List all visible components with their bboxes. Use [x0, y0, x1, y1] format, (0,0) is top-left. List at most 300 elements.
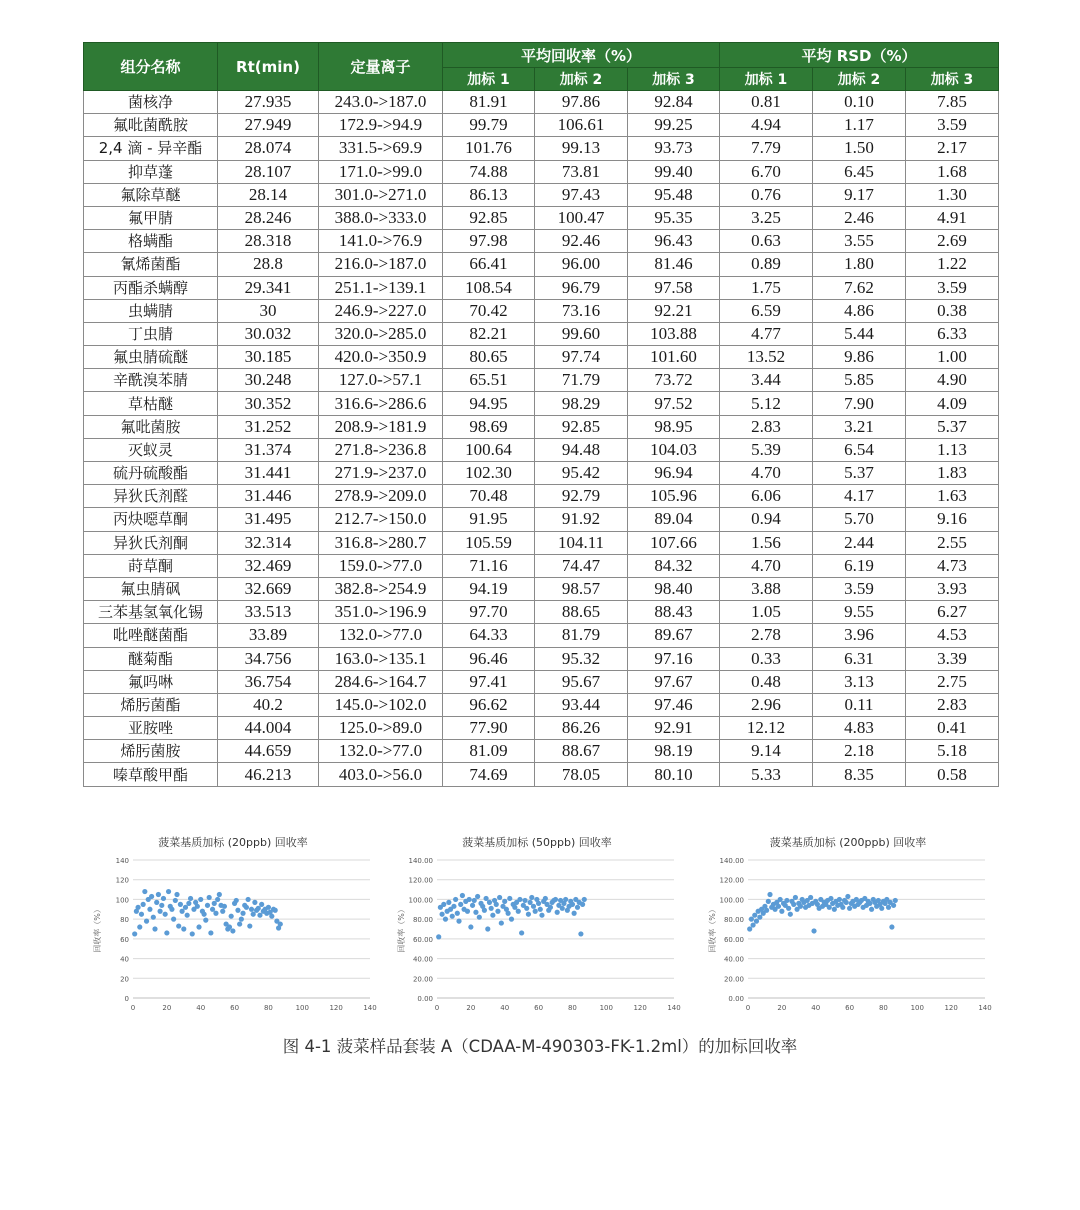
- data-point: [467, 897, 472, 902]
- table-cell: 2.69: [906, 230, 999, 253]
- data-point: [555, 910, 560, 915]
- table-cell: 2.83: [906, 693, 999, 716]
- table-cell: 99.79: [443, 114, 535, 137]
- table-cell: 28.107: [218, 160, 319, 183]
- data-point: [181, 926, 186, 931]
- data-point: [229, 914, 234, 919]
- data-point: [164, 930, 169, 935]
- table-cell: 1.63: [906, 485, 999, 508]
- data-point: [269, 914, 274, 919]
- data-point: [786, 906, 791, 911]
- table-cell: 99.40: [628, 160, 720, 183]
- data-point: [512, 905, 517, 910]
- data-point: [178, 902, 183, 907]
- table-cell: 6.19: [813, 554, 906, 577]
- table-cell: 6.31: [813, 647, 906, 670]
- table-cell: 6.45: [813, 160, 906, 183]
- table-cell: 106.61: [535, 114, 628, 137]
- table-cell: 28.246: [218, 206, 319, 229]
- table-cell: 97.46: [628, 693, 720, 716]
- table-row: [84, 554, 999, 577]
- data-point: [517, 897, 522, 902]
- data-point: [509, 917, 514, 922]
- data-point: [879, 906, 884, 911]
- table-cell: 70.48: [443, 485, 535, 508]
- table-cell: 5.18: [906, 740, 999, 763]
- header-rsd-spike-1: 加标 1: [720, 68, 813, 91]
- table-cell: 8.35: [813, 763, 906, 786]
- table-cell: 4.70: [720, 554, 813, 577]
- data-point: [483, 896, 488, 901]
- table-cell: 331.5->69.9: [319, 137, 443, 160]
- cell-component-name: 嗪草酸甲酯: [84, 763, 218, 786]
- table-cell: 32.669: [218, 577, 319, 600]
- data-point: [234, 898, 239, 903]
- y-tick-label: 120.00: [408, 876, 433, 885]
- data-point: [213, 911, 218, 916]
- data-point: [202, 912, 207, 917]
- data-point: [749, 917, 754, 922]
- data-point: [791, 902, 796, 907]
- data-point: [239, 917, 244, 922]
- data-point: [195, 904, 200, 909]
- x-tick-label: 20: [162, 1004, 172, 1012]
- data-point: [217, 892, 222, 897]
- y-tick-label: 120.00: [719, 876, 744, 885]
- data-point: [845, 894, 850, 899]
- table-cell: 31.446: [218, 485, 319, 508]
- x-tick-label: 80: [878, 1004, 888, 1012]
- table-cell: 28.14: [218, 183, 319, 206]
- y-tick-label: 100.00: [719, 896, 744, 905]
- table-cell: 97.41: [443, 670, 535, 693]
- data-point: [174, 892, 179, 897]
- table-cell: 246.9->227.0: [319, 299, 443, 322]
- cell-component-name: 虫螨腈: [84, 299, 218, 322]
- table-cell: 1.00: [906, 346, 999, 369]
- data-point: [497, 895, 502, 900]
- y-tick-label: 80.00: [412, 916, 433, 925]
- data-point: [137, 924, 142, 929]
- data-point: [212, 901, 217, 906]
- table-cell: 73.16: [535, 299, 628, 322]
- table-cell: 3.93: [906, 577, 999, 600]
- table-cell: 125.0->89.0: [319, 717, 443, 740]
- x-tick-label: 80: [263, 1004, 273, 1012]
- table-cell: 4.70: [720, 462, 813, 485]
- x-tick-label: 0: [434, 1004, 440, 1012]
- table-cell: 92.84: [628, 91, 720, 114]
- table-cell: 6.59: [720, 299, 813, 322]
- data-point: [867, 901, 872, 906]
- data-point: [159, 903, 164, 908]
- table-cell: 97.58: [628, 276, 720, 299]
- table-row: [84, 230, 999, 253]
- table-cell: 94.19: [443, 577, 535, 600]
- table-cell: 81.91: [443, 91, 535, 114]
- scatter-plot-50ppb: [392, 826, 682, 1016]
- table-cell: 66.41: [443, 253, 535, 276]
- table-cell: 78.05: [535, 763, 628, 786]
- table-cell: 2.44: [813, 531, 906, 554]
- data-point: [580, 902, 585, 907]
- table-cell: 2.83: [720, 415, 813, 438]
- table-cell: 98.40: [628, 577, 720, 600]
- table-cell: 33.89: [218, 624, 319, 647]
- data-point: [563, 897, 568, 902]
- table-cell: 4.17: [813, 485, 906, 508]
- data-point: [494, 902, 499, 907]
- table-cell: 81.79: [535, 624, 628, 647]
- table-cell: 1.50: [813, 137, 906, 160]
- data-point: [570, 902, 575, 907]
- table-cell: 36.754: [218, 670, 319, 693]
- table-cell: 3.59: [906, 114, 999, 137]
- table-cell: 9.14: [720, 740, 813, 763]
- data-point: [522, 898, 527, 903]
- data-point: [196, 924, 201, 929]
- data-point: [227, 924, 232, 929]
- table-row: [84, 160, 999, 183]
- table-cell: 4.77: [720, 322, 813, 345]
- table-cell: 100.47: [535, 206, 628, 229]
- figure-caption: 图 4-1 菠菜样品套装 A（CDAA-M-490303-FK-1.2ml）的加标回收率: [282, 1037, 798, 1056]
- data-point: [487, 900, 492, 905]
- y-tick-label: 40: [120, 955, 129, 964]
- data-point: [166, 889, 171, 894]
- table-cell: 1.17: [813, 114, 906, 137]
- table-cell: 94.95: [443, 392, 535, 415]
- data-point: [490, 913, 495, 918]
- data-point: [188, 896, 193, 901]
- data-point: [578, 931, 583, 936]
- table-row: [84, 462, 999, 485]
- data-point: [539, 913, 544, 918]
- data-point: [207, 895, 212, 900]
- x-tick-label: 20: [777, 1004, 787, 1012]
- cell-component-name: 硫丹硫酸酯: [84, 462, 218, 485]
- table-cell: 30.032: [218, 322, 319, 345]
- table-cell: 97.43: [535, 183, 628, 206]
- table-cell: 9.17: [813, 183, 906, 206]
- x-tick-label: 120: [944, 1004, 958, 1012]
- table-cell: 93.73: [628, 137, 720, 160]
- data-point: [538, 907, 543, 912]
- data-point: [533, 909, 538, 914]
- table-cell: 388.0->333.0: [319, 206, 443, 229]
- table-row: [84, 114, 999, 137]
- header-quant-ion: 定量离子: [319, 43, 443, 91]
- table-cell: 44.004: [218, 717, 319, 740]
- data-point: [147, 907, 152, 912]
- x-tick-label: 20: [466, 1004, 476, 1012]
- y-tick-label: 80.00: [723, 916, 744, 925]
- chart-title: 菠菜基质加标 (50ppb) 回收率: [462, 836, 612, 849]
- data-point: [889, 924, 894, 929]
- chart-20ppb: [88, 826, 378, 1016]
- data-point: [446, 900, 451, 905]
- table-cell: 172.9->94.9: [319, 114, 443, 137]
- data-point: [468, 924, 473, 929]
- table-cell: 3.44: [720, 369, 813, 392]
- table-cell: 81.09: [443, 740, 535, 763]
- table-row: [84, 624, 999, 647]
- table-cell: 101.76: [443, 137, 535, 160]
- data-point: [516, 909, 521, 914]
- table-cell: 1.05: [720, 601, 813, 624]
- y-tick-label: 80: [120, 916, 129, 925]
- table-cell: 91.92: [535, 508, 628, 531]
- cell-component-name: 三苯基氢氧化锡: [84, 601, 218, 624]
- table-cell: 102.30: [443, 462, 535, 485]
- table-cell: 127.0->57.1: [319, 369, 443, 392]
- table-cell: 3.96: [813, 624, 906, 647]
- table-cell: 3.55: [813, 230, 906, 253]
- table-cell: 0.48: [720, 670, 813, 693]
- table-cell: 1.22: [906, 253, 999, 276]
- table-cell: 31.495: [218, 508, 319, 531]
- table-cell: 2.18: [813, 740, 906, 763]
- data-point: [203, 918, 208, 923]
- data-point: [465, 909, 470, 914]
- data-point: [575, 905, 580, 910]
- data-point: [543, 896, 548, 901]
- data-point: [235, 908, 240, 913]
- data-point: [458, 902, 463, 907]
- table-cell: 3.21: [813, 415, 906, 438]
- data-point: [472, 898, 477, 903]
- data-point: [499, 920, 504, 925]
- table-cell: 251.1->139.1: [319, 276, 443, 299]
- table-cell: 1.83: [906, 462, 999, 485]
- y-tick-label: 120: [115, 876, 129, 885]
- data-point: [553, 897, 558, 902]
- chart-50ppb: [392, 826, 682, 1016]
- table-cell: 73.81: [535, 160, 628, 183]
- table-cell: 3.25: [720, 206, 813, 229]
- table-row: [84, 346, 999, 369]
- table-cell: 5.12: [720, 392, 813, 415]
- table-cell: 5.70: [813, 508, 906, 531]
- table-cell: 97.70: [443, 601, 535, 624]
- table-cell: 65.51: [443, 369, 535, 392]
- table-row: [84, 91, 999, 114]
- y-tick-label: 0.00: [417, 995, 433, 1003]
- x-tick-label: 120: [633, 1004, 647, 1012]
- table-cell: 7.90: [813, 392, 906, 415]
- table-cell: 103.88: [628, 322, 720, 345]
- table-cell: 29.341: [218, 276, 319, 299]
- table-cell: 71.79: [535, 369, 628, 392]
- data-point: [844, 900, 849, 905]
- table-cell: 88.65: [535, 601, 628, 624]
- table-cell: 88.67: [535, 740, 628, 763]
- table-cell: 145.0->102.0: [319, 693, 443, 716]
- table-cell: 98.69: [443, 415, 535, 438]
- cell-component-name: 醚菊酯: [84, 647, 218, 670]
- table-cell: 64.33: [443, 624, 535, 647]
- table-cell: 7.62: [813, 276, 906, 299]
- table-row: [84, 276, 999, 299]
- table-cell: 0.10: [813, 91, 906, 114]
- y-axis-label: 回收率（%）: [708, 905, 717, 953]
- data-point: [891, 903, 896, 908]
- table-cell: 6.33: [906, 322, 999, 345]
- x-tick-label: 40: [196, 1004, 206, 1012]
- table-cell: 4.53: [906, 624, 999, 647]
- table-row: [84, 670, 999, 693]
- table-cell: 2.78: [720, 624, 813, 647]
- data-point: [173, 898, 178, 903]
- table-cell: 1.30: [906, 183, 999, 206]
- y-tick-label: 100: [115, 896, 129, 905]
- cell-component-name: 辛酰溴苯腈: [84, 369, 218, 392]
- data-point: [489, 906, 494, 911]
- cell-component-name: 异狄氏剂酮: [84, 531, 218, 554]
- table-cell: 2.17: [906, 137, 999, 160]
- data-point: [482, 908, 487, 913]
- data-point: [132, 931, 137, 936]
- data-point: [142, 889, 147, 894]
- cell-component-name: 菌核净: [84, 91, 218, 114]
- table-cell: 107.66: [628, 531, 720, 554]
- table-cell: 9.16: [906, 508, 999, 531]
- table-row: [84, 322, 999, 345]
- table-cell: 1.68: [906, 160, 999, 183]
- table-cell: 73.72: [628, 369, 720, 392]
- table-cell: 3.59: [906, 276, 999, 299]
- table-cell: 27.949: [218, 114, 319, 137]
- table-row: [84, 763, 999, 786]
- table-row: [84, 137, 999, 160]
- table-cell: 301.0->271.0: [319, 183, 443, 206]
- table-cell: 316.8->280.7: [319, 531, 443, 554]
- data-point: [460, 893, 465, 898]
- table-cell: 97.67: [628, 670, 720, 693]
- table-row: [84, 717, 999, 740]
- table-cell: 97.98: [443, 230, 535, 253]
- data-point: [560, 906, 565, 911]
- table-cell: 31.441: [218, 462, 319, 485]
- table-cell: 31.374: [218, 438, 319, 461]
- y-tick-label: 60: [120, 935, 129, 944]
- data-point: [767, 892, 772, 897]
- data-point: [186, 901, 191, 906]
- data-point: [256, 906, 261, 911]
- data-point: [752, 913, 757, 918]
- cell-component-name: 氟吡菌胺: [84, 415, 218, 438]
- table-cell: 77.90: [443, 717, 535, 740]
- table-cell: 171.0->99.0: [319, 160, 443, 183]
- table-cell: 97.86: [535, 91, 628, 114]
- table-cell: 80.10: [628, 763, 720, 786]
- data-point: [455, 911, 460, 916]
- table-cell: 99.25: [628, 114, 720, 137]
- y-tick-label: 20.00: [412, 975, 433, 984]
- table-cell: 40.2: [218, 693, 319, 716]
- cell-component-name: 烯肟菌酯: [84, 693, 218, 716]
- data-point: [776, 904, 781, 909]
- data-point: [827, 905, 832, 910]
- table-cell: 89.67: [628, 624, 720, 647]
- cell-component-name: 异狄氏剂醛: [84, 485, 218, 508]
- table-cell: 104.11: [535, 531, 628, 554]
- data-point: [548, 905, 553, 910]
- table-cell: 108.54: [443, 276, 535, 299]
- table-cell: 6.54: [813, 438, 906, 461]
- x-tick-label: 140: [978, 1004, 992, 1012]
- x-tick-label: 40: [811, 1004, 821, 1012]
- data-point: [506, 911, 511, 916]
- data-point: [230, 928, 235, 933]
- data-point: [156, 892, 161, 897]
- table-cell: 94.48: [535, 438, 628, 461]
- table-cell: 105.96: [628, 485, 720, 508]
- data-point: [141, 902, 146, 907]
- header-avg-recovery: 平均回收率（%）: [443, 43, 720, 68]
- table-cell: 104.03: [628, 438, 720, 461]
- table-cell: 95.35: [628, 206, 720, 229]
- cell-component-name: 氟甲腈: [84, 206, 218, 229]
- data-point: [436, 934, 441, 939]
- table-cell: 27.935: [218, 91, 319, 114]
- table-cell: 2.55: [906, 531, 999, 554]
- table-cell: 74.47: [535, 554, 628, 577]
- y-tick-label: 60.00: [412, 935, 433, 944]
- table-cell: 7.85: [906, 91, 999, 114]
- y-tick-label: 20.00: [723, 975, 744, 984]
- y-tick-label: 40.00: [723, 955, 744, 964]
- table-cell: 97.16: [628, 647, 720, 670]
- header-recovery-spike-2: 加标 2: [535, 68, 628, 91]
- data-point: [161, 896, 166, 901]
- table-cell: 105.59: [443, 531, 535, 554]
- data-point: [157, 909, 162, 914]
- table-cell: 3.39: [906, 647, 999, 670]
- table-cell: 243.0->187.0: [319, 91, 443, 114]
- table-cell: 6.70: [720, 160, 813, 183]
- y-tick-label: 0.00: [728, 995, 744, 1003]
- table-cell: 96.94: [628, 462, 720, 485]
- table-row: [84, 415, 999, 438]
- data-point: [163, 912, 168, 917]
- table-cell: 95.48: [628, 183, 720, 206]
- data-point: [778, 897, 783, 902]
- data-point: [507, 896, 512, 901]
- table-cell: 132.0->77.0: [319, 624, 443, 647]
- header-rt: Rt(min): [218, 43, 319, 91]
- table-cell: 96.79: [535, 276, 628, 299]
- cell-component-name: 氟虫腈砜: [84, 577, 218, 600]
- data-point: [244, 905, 249, 910]
- table-row: [84, 693, 999, 716]
- data-point: [519, 930, 524, 935]
- table-row: [84, 577, 999, 600]
- table-cell: 34.756: [218, 647, 319, 670]
- data-point: [840, 905, 845, 910]
- cell-component-name: 抑草蓬: [84, 160, 218, 183]
- data-point: [582, 897, 587, 902]
- data-point: [798, 904, 803, 909]
- table-cell: 5.44: [813, 322, 906, 345]
- table-cell: 96.00: [535, 253, 628, 276]
- data-point: [788, 912, 793, 917]
- table-cell: 7.79: [720, 137, 813, 160]
- table-cell: 271.8->236.8: [319, 438, 443, 461]
- data-point: [220, 909, 225, 914]
- x-tick-label: 140: [363, 1004, 377, 1012]
- table-cell: 278.9->209.0: [319, 485, 443, 508]
